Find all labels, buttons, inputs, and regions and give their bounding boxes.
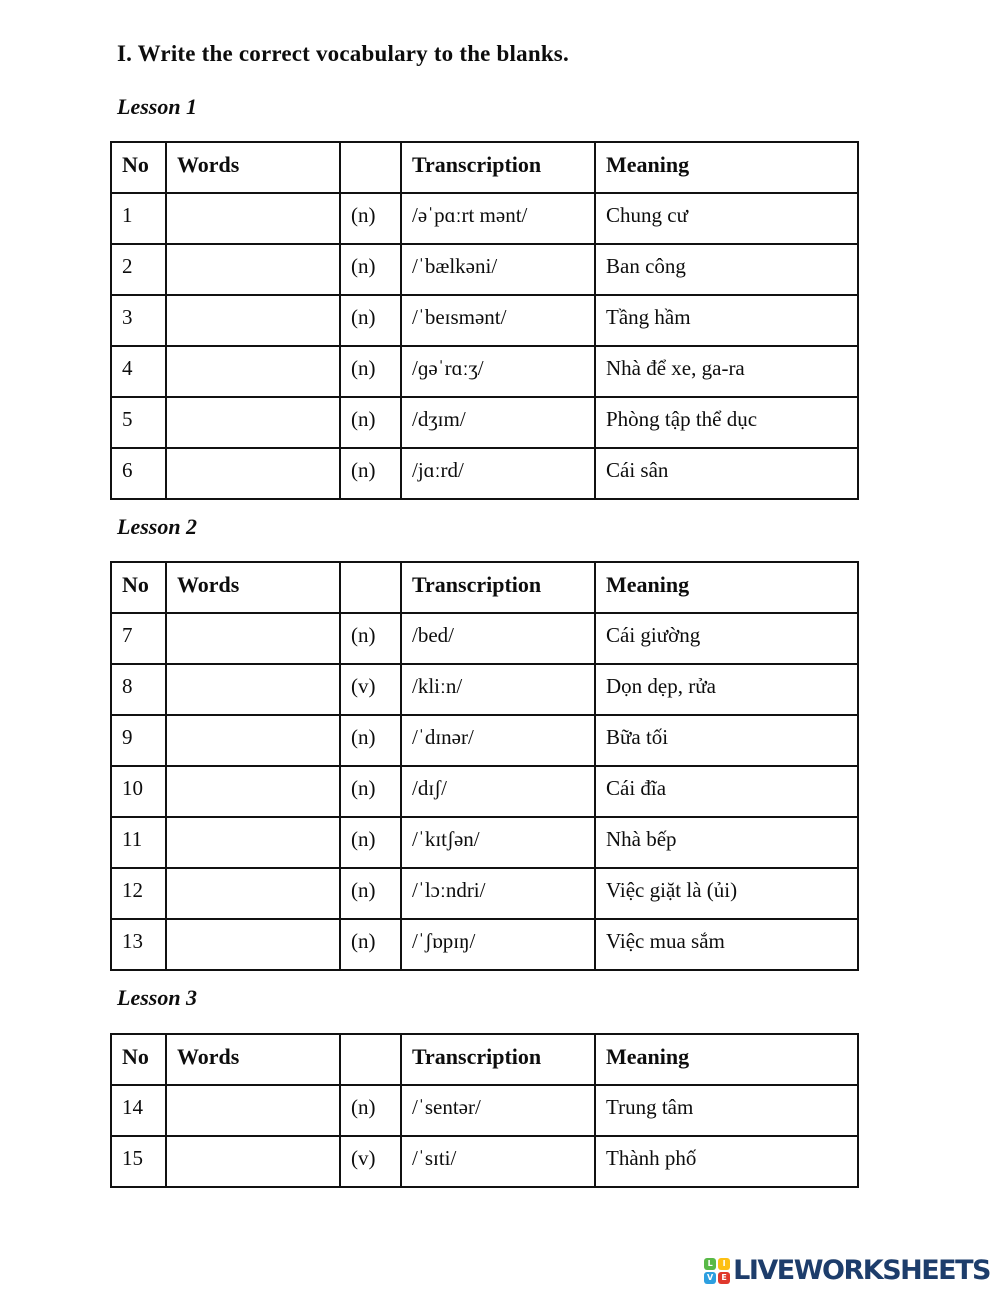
liveworksheets-wordmark: LIVEWORKSHEETS bbox=[733, 1255, 990, 1286]
table-row bbox=[111, 448, 858, 499]
header-transcription: Transcription bbox=[401, 1034, 595, 1085]
table-header-row bbox=[111, 142, 858, 193]
page-title: I. Write the correct vocabulary to the blanks. bbox=[117, 41, 569, 66]
table-row bbox=[111, 715, 858, 766]
transcription-cell: /əˈpɑːrt mənt/ bbox=[401, 193, 595, 244]
word-blank-cell[interactable] bbox=[166, 1136, 340, 1187]
table-row bbox=[111, 193, 858, 244]
transcription-cell: /ˈdɪnər/ bbox=[401, 715, 595, 766]
pos-cell: (n) bbox=[340, 919, 401, 970]
no-cell: 8 bbox=[111, 664, 166, 715]
meaning-cell: Trung tâm bbox=[595, 1085, 858, 1136]
word-blank-cell[interactable] bbox=[166, 193, 340, 244]
logo-tile-i: I bbox=[718, 1258, 730, 1270]
word-blank-cell[interactable] bbox=[166, 397, 340, 448]
transcription-cell: /ˈsentər/ bbox=[401, 1085, 595, 1136]
pos-cell: (n) bbox=[340, 193, 401, 244]
pos-cell: (n) bbox=[340, 613, 401, 664]
no-cell: 9 bbox=[111, 715, 166, 766]
pos-cell: (n) bbox=[340, 817, 401, 868]
no-cell: 12 bbox=[111, 868, 166, 919]
table-row bbox=[111, 919, 858, 970]
word-blank-cell[interactable] bbox=[166, 346, 340, 397]
word-blank-cell[interactable] bbox=[166, 817, 340, 868]
word-blank-cell[interactable] bbox=[166, 613, 340, 664]
meaning-cell: Phòng tập thể dục bbox=[595, 397, 858, 448]
pos-cell: (n) bbox=[340, 715, 401, 766]
logo-tile-e: E bbox=[718, 1272, 730, 1284]
meaning-cell: Cái giường bbox=[595, 613, 858, 664]
word-blank-cell[interactable] bbox=[166, 448, 340, 499]
word-blank-cell[interactable] bbox=[166, 1085, 340, 1136]
meaning-cell: Việc mua sắm bbox=[595, 919, 858, 970]
transcription-cell: /dɪʃ/ bbox=[401, 766, 595, 817]
header-meaning: Meaning bbox=[595, 1034, 858, 1085]
pos-cell: (v) bbox=[340, 1136, 401, 1187]
meaning-cell: Tầng hầm bbox=[595, 295, 858, 346]
pos-cell: (n) bbox=[340, 397, 401, 448]
pos-cell: (n) bbox=[340, 295, 401, 346]
word-blank-cell[interactable] bbox=[166, 664, 340, 715]
word-blank-cell[interactable] bbox=[166, 766, 340, 817]
meaning-cell: Bữa tối bbox=[595, 715, 858, 766]
no-cell: 3 bbox=[111, 295, 166, 346]
no-cell: 5 bbox=[111, 397, 166, 448]
header-pos bbox=[340, 142, 401, 193]
no-cell: 2 bbox=[111, 244, 166, 295]
liveworksheets-logo[interactable] bbox=[704, 1257, 990, 1284]
header-meaning: Meaning bbox=[595, 142, 858, 193]
pos-cell: (n) bbox=[340, 868, 401, 919]
no-cell: 6 bbox=[111, 448, 166, 499]
header-no: No bbox=[111, 562, 166, 613]
header-transcription: Transcription bbox=[401, 142, 595, 193]
transcription-cell: /kliːn/ bbox=[401, 664, 595, 715]
table-header-row bbox=[111, 1034, 858, 1085]
transcription-cell: /jɑːrd/ bbox=[401, 448, 595, 499]
lesson-1-heading: Lesson 1 bbox=[117, 93, 198, 119]
transcription-cell: /ɡəˈrɑːʒ/ bbox=[401, 346, 595, 397]
meaning-cell: Nhà bếp bbox=[595, 817, 858, 868]
no-cell: 11 bbox=[111, 817, 166, 868]
lesson-3-section bbox=[110, 985, 1000, 1187]
table-row bbox=[111, 397, 858, 448]
word-blank-cell[interactable] bbox=[166, 715, 340, 766]
logo-tile-l: L bbox=[704, 1258, 716, 1270]
header-words: Words bbox=[166, 1034, 340, 1085]
table-header-row bbox=[111, 562, 858, 613]
pos-cell: (n) bbox=[340, 244, 401, 295]
table-row bbox=[111, 1085, 858, 1136]
transcription-cell: /ˈʃɒpɪŋ/ bbox=[401, 919, 595, 970]
transcription-cell: /ˈbeɪsmənt/ bbox=[401, 295, 595, 346]
header-no: No bbox=[111, 142, 166, 193]
pos-cell: (n) bbox=[340, 766, 401, 817]
header-no: No bbox=[111, 1034, 166, 1085]
meaning-cell: Chung cư bbox=[595, 193, 858, 244]
meaning-cell: Thành phố bbox=[595, 1136, 858, 1187]
meaning-cell: Cái đĩa bbox=[595, 766, 858, 817]
table-row bbox=[111, 766, 858, 817]
pos-cell: (n) bbox=[340, 448, 401, 499]
lesson-3-heading: Lesson 3 bbox=[117, 985, 198, 1011]
table-row bbox=[111, 664, 858, 715]
header-words: Words bbox=[166, 562, 340, 613]
vocabulary-table-lesson-1 bbox=[110, 141, 859, 500]
header-pos bbox=[340, 562, 401, 613]
header-words: Words bbox=[166, 142, 340, 193]
transcription-cell: /dʒɪm/ bbox=[401, 397, 595, 448]
table-row bbox=[111, 1136, 858, 1187]
no-cell: 15 bbox=[111, 1136, 166, 1187]
pos-cell: (n) bbox=[340, 346, 401, 397]
no-cell: 14 bbox=[111, 1085, 166, 1136]
no-cell: 4 bbox=[111, 346, 166, 397]
header-transcription: Transcription bbox=[401, 562, 595, 613]
pos-cell: (n) bbox=[340, 1085, 401, 1136]
table-row bbox=[111, 868, 858, 919]
header-meaning: Meaning bbox=[595, 562, 858, 613]
vocabulary-table-lesson-3 bbox=[110, 1033, 859, 1188]
logo-tile-v: V bbox=[704, 1272, 716, 1284]
word-blank-cell[interactable] bbox=[166, 868, 340, 919]
meaning-cell: Ban công bbox=[595, 244, 858, 295]
transcription-cell: /ˈsɪti/ bbox=[401, 1136, 595, 1187]
meaning-cell: Việc giặt là (ủi) bbox=[595, 868, 858, 919]
meaning-cell: Nhà để xe, ga-ra bbox=[595, 346, 858, 397]
table-row bbox=[111, 244, 858, 295]
transcription-cell: /ˈkɪtʃən/ bbox=[401, 817, 595, 868]
lesson-2-heading: Lesson 2 bbox=[117, 513, 198, 539]
meaning-cell: Dọn dẹp, rửa bbox=[595, 664, 858, 715]
pos-cell: (v) bbox=[340, 664, 401, 715]
liveworksheets-tiles-icon bbox=[704, 1258, 730, 1284]
no-cell: 7 bbox=[111, 613, 166, 664]
lesson-1-section bbox=[110, 94, 1000, 500]
table-row bbox=[111, 613, 858, 664]
word-blank-cell[interactable] bbox=[166, 919, 340, 970]
word-blank-cell[interactable] bbox=[166, 244, 340, 295]
vocabulary-table-lesson-2 bbox=[110, 561, 859, 971]
transcription-cell: /ˈlɔːndri/ bbox=[401, 868, 595, 919]
word-blank-cell[interactable] bbox=[166, 295, 340, 346]
no-cell: 10 bbox=[111, 766, 166, 817]
no-cell: 13 bbox=[111, 919, 166, 970]
no-cell: 1 bbox=[111, 193, 166, 244]
transcription-cell: /bed/ bbox=[401, 613, 595, 664]
meaning-cell: Cái sân bbox=[595, 448, 858, 499]
table-row bbox=[111, 817, 858, 868]
lesson-2-section bbox=[110, 514, 1000, 971]
header-pos bbox=[340, 1034, 401, 1085]
table-row bbox=[111, 346, 858, 397]
table-row bbox=[111, 295, 858, 346]
transcription-cell: /ˈbælkəni/ bbox=[401, 244, 595, 295]
